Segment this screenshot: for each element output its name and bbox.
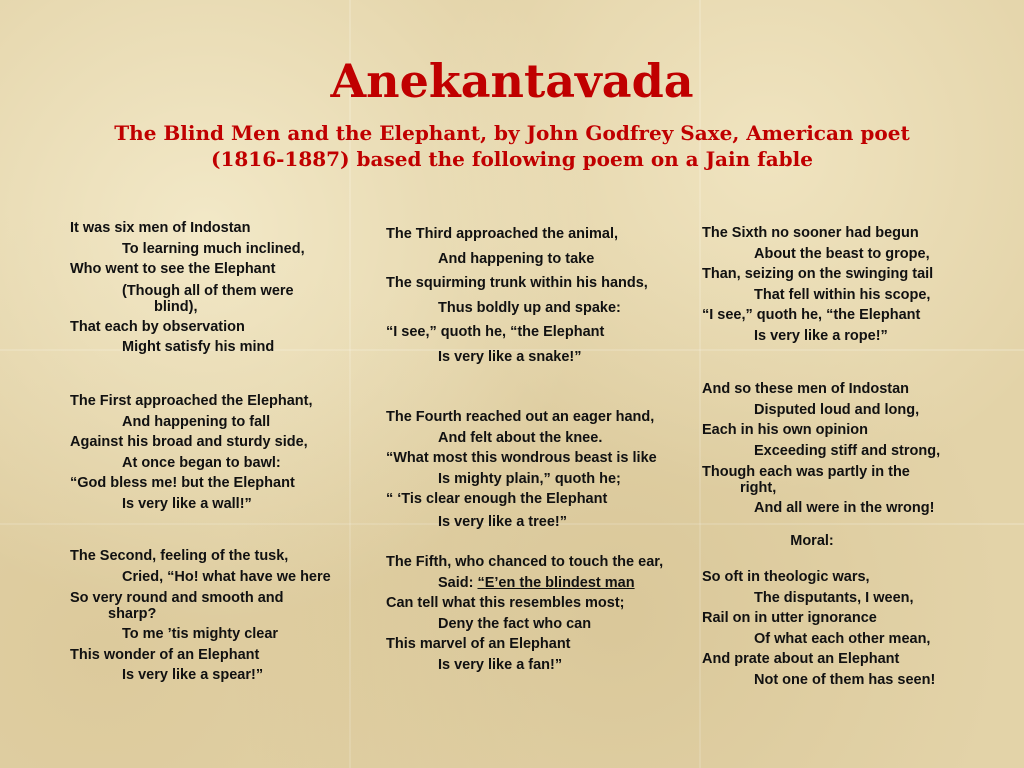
poem-line: The disputants, I ween, bbox=[754, 589, 914, 606]
poem-line: And happening to take bbox=[438, 250, 595, 267]
poem-line: “What most this wondrous beast is like bbox=[386, 450, 657, 466]
poem-line: Thus boldly up and spake: bbox=[438, 299, 621, 316]
poem-line: Who went to see the Elephant bbox=[70, 261, 276, 277]
poem-line: Can tell what this resembles most; bbox=[386, 595, 625, 611]
poem-line: “God bless me! but the Elephant bbox=[70, 475, 295, 491]
poem-line: Cried, “Ho! what have we here bbox=[122, 568, 331, 585]
poem-line: This marvel of an Elephant bbox=[386, 636, 571, 652]
poem-line: “I see,” quoth he, “the Elephant bbox=[386, 324, 605, 340]
poem-line: To me ’tis mighty clear bbox=[122, 626, 279, 642]
poem-line-part: blind), bbox=[154, 298, 198, 315]
poem-line: The squirming trunk within his hands, bbox=[386, 275, 648, 291]
poem-line: Is very like a wall!” bbox=[122, 495, 252, 512]
poem-line: Rail on in utter ignorance bbox=[702, 610, 877, 626]
poem-line: Deny the fact who can bbox=[438, 615, 592, 632]
poem-line: So oft in theologic wars, bbox=[702, 569, 870, 585]
subtitle-line: The Blind Men and the Elephant, by John Godfrey Saxe, American poet bbox=[114, 121, 910, 145]
poem-line: About the beast to grope, bbox=[754, 245, 930, 262]
poem-line: Is very like a tree!” bbox=[438, 513, 567, 530]
poem-line: The Sixth no sooner had begun bbox=[702, 225, 919, 241]
stanza-3 bbox=[70, 546, 350, 686]
poem-line: Is mighty plain,” quoth he; bbox=[438, 470, 621, 487]
poem-line: And all were in the wrong! bbox=[754, 500, 935, 516]
poem-line: The Fourth reached out an eager hand, bbox=[386, 409, 655, 425]
poem-line: And felt about the knee. bbox=[438, 429, 603, 446]
poem-line: Exceeding stiff and strong, bbox=[754, 442, 941, 459]
poem-line: Is very like a snake!” bbox=[438, 348, 582, 365]
poem-line-part: Said: bbox=[438, 574, 478, 591]
poem-line: Against his broad and sturdy side, bbox=[70, 434, 308, 450]
moral-heading: Moral: bbox=[790, 533, 834, 549]
poem-line bbox=[702, 461, 1002, 498]
page-subtitle bbox=[60, 120, 964, 173]
stanza-4 bbox=[386, 222, 696, 369]
poem-line-part: So very round and smooth and bbox=[70, 590, 284, 606]
poem-line: Than, seizing on the swinging tail bbox=[702, 266, 934, 282]
poem-line-part: right, bbox=[740, 480, 777, 496]
poem-line: At once began to bawl: bbox=[122, 454, 281, 471]
page-title: Anekantavada bbox=[330, 54, 694, 108]
poem-line bbox=[70, 280, 350, 317]
poem-line: It was six men of Indostan bbox=[70, 220, 251, 236]
poem-line: The Fifth, who chanced to touch the ear, bbox=[386, 554, 664, 570]
stanza-8 bbox=[702, 379, 1002, 519]
poem-line-part: sharp? bbox=[108, 606, 157, 622]
poem-line: Might satisfy his mind bbox=[122, 339, 275, 355]
poem-line: And prate about an Elephant bbox=[702, 651, 900, 667]
poem-line-part: Though each was partly in the bbox=[702, 464, 910, 480]
poem-line: “ ‘Tis clear enough the Elephant bbox=[386, 491, 608, 507]
poem-line: Of what each other mean, bbox=[754, 630, 931, 647]
poem-line bbox=[386, 573, 696, 594]
stanza-5 bbox=[386, 407, 696, 534]
poem-line: Is very like a fan!” bbox=[438, 656, 563, 673]
poem-line-part: (Though all of them were bbox=[122, 282, 294, 299]
subtitle-line: (1816-1887) based the following poem on a Jain fable bbox=[211, 147, 813, 172]
poem-line: That each by observation bbox=[70, 318, 245, 335]
poem-line: To learning much inclined, bbox=[122, 240, 305, 257]
poem-line: Each in his own opinion bbox=[702, 422, 868, 438]
poem-line: This wonder of an Elephant bbox=[70, 646, 260, 663]
underlined-phrase: “E’en the blindest man bbox=[477, 574, 635, 591]
poem-line: The Third approached the animal, bbox=[386, 226, 619, 242]
poem-line: The First approached the Elephant, bbox=[70, 393, 313, 409]
poem-line: “I see,” quoth he, “the Elephant bbox=[702, 307, 921, 323]
stanza-7 bbox=[702, 223, 1002, 346]
poem-line bbox=[70, 587, 350, 624]
poem-line: Is very like a rope!” bbox=[754, 327, 888, 344]
poem-line: Disputed loud and long, bbox=[754, 401, 920, 418]
stanza-2 bbox=[70, 391, 350, 514]
poem-line: That fell within his scope, bbox=[754, 286, 931, 303]
stanza-1 bbox=[70, 218, 350, 358]
poem-line: And so these men of Indostan bbox=[702, 381, 910, 397]
stanza-6 bbox=[386, 552, 696, 675]
poem-line: The Second, feeling of the tusk, bbox=[70, 548, 289, 564]
stanza-9 bbox=[702, 567, 1002, 690]
poem-line: Not one of them has seen! bbox=[754, 671, 936, 688]
poem-line: And happening to fall bbox=[122, 413, 271, 430]
poem-line: Is very like a spear!” bbox=[122, 667, 264, 683]
